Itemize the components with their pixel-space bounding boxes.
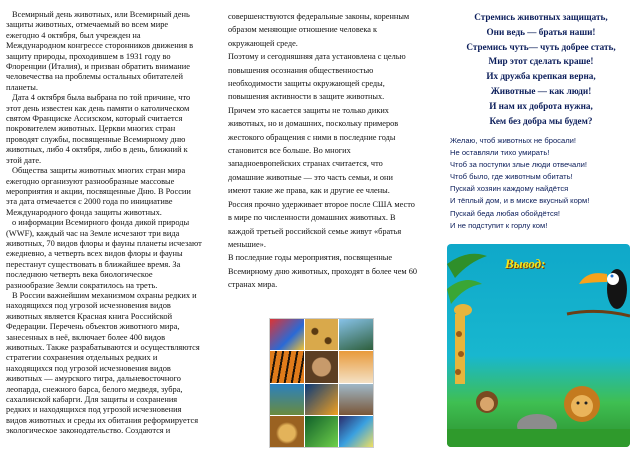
animal-photo-collage — [269, 318, 374, 448]
poem-line: Кем без добра мы будем? — [489, 115, 593, 126]
article-column-2 — [228, 10, 418, 292]
poem-line: Их дружба крепкая верна, — [486, 71, 596, 82]
conclusion-panel — [447, 244, 630, 447]
poem-line: Животные — как люди! — [490, 85, 592, 96]
poem-line: И не подступит к горлу ком! — [450, 220, 548, 230]
lion-photo — [270, 416, 304, 447]
poem — [448, 10, 634, 128]
paragraph: Всемирный день животных, или Всемирный день защиты животных, отмечаемый во всем мире ежегодно 4 октября, был учрежден на Международном конгрессе сторонников движения в защиту природы, проходившем в 1931 году во Флоренции (Италия), и призван обратить внимание человечества на проблемы остальных обитателей планеты. — [6, 10, 194, 92]
conclusion-title: Вывод: — [505, 256, 546, 271]
paragraph: совершенствуются федеральные законы, коренным образом меняющие отношение человека к окружающей среде. — [228, 12, 410, 48]
poem-line: Стремись животных защищать, — [474, 12, 608, 22]
poem-line: Чтоб за поступки злые люди отвечали! — [450, 160, 588, 170]
paragraph: Дата 4 октября была выбрана по той причине, что этот день известен как день памяти о католическом святом Франциске Ассизском, который считается покровителем животных. Церкви многих стран проводят службы, посвященные Всемирному дню животных, либо 4 октября, либо в день, ближний к этой дате. — [6, 93, 191, 165]
paragraph: Причем это касается защиты не только диких животных, но и домашних, поскольку примеров жестокого обращения с ними в последние годы становится все больше. Во многих западноевропейских странах считается, что домашние животные — это часть семьи, и они имеют такие же права, как и другие ее члены. — [228, 105, 399, 196]
poem-line: Чтоб было, где животным обитать! — [450, 172, 573, 182]
poem-line: Пускай хозяин каждому найдётся — [450, 184, 569, 194]
paragraph: В России важнейшим механизмом охраны редких и находящихся под угрозой исчезновения видов животных является Красная книга Российской Федерации. Перечень объектов животного мира, занесенных в неё, включает более 400 видов животных. Также разрабатываются и осуществляются стратегии сохранения отдельных редких и находящихся под угрозой исчезновения видов животных — амурского тигра, дальневосточного леопарда, снежного барса, белого медведя, зубра, сахалинской кабарги. Для защиты и сохранения редких и находящихся под угрозой исчезновения видов животных и среды их обитания реформируется экологическое законодательство. Создаются и — [6, 290, 200, 436]
poem-line: Желаю, чтоб животных не бросали! — [450, 136, 576, 145]
fox-photo — [339, 351, 373, 382]
poem-line: Пускай беда любая обойдётся! — [450, 208, 560, 218]
butterfly-photo — [339, 416, 373, 447]
fish-photo — [305, 384, 339, 415]
tiger-photo — [270, 351, 304, 382]
paragraph: В последние годы мероприятия, посвященные Всемирному дню животных, проходят в более чем 60 странах мира. — [228, 253, 418, 290]
jungle-animals-illustration — [447, 244, 630, 447]
frog-photo — [305, 416, 339, 447]
leopard-photo — [305, 319, 339, 350]
poem-line: Не оставляли тихо умирать! — [450, 148, 550, 158]
paragraph: Россия прочно удерживает второе после США место в мире по численности домашних животных. В каждой третьей российской семье живут «братья меньшие». — [228, 199, 415, 249]
paragraph: Общества защиты животных многих стран мира ежегодно организуют разнообразные массовые мероприятия и акции, посвященные Дню. В России эта дата отмечается с 2000 года по инициативе Международного фонда защиты животных. — [6, 166, 191, 217]
tortoise-photo — [270, 384, 304, 415]
paragraph: о информации Всемирного фонда дикой природы (WWF), каждый час на Земле исчезают три вида животных, 70 видов флоры и фауны планеты исчезают ежедневно, а четверть всех видов флоры и фауны перестанут существовать в ближайшее время. За последнюю четверть века биологическое разнообразие Земли сократилось на треть. — [6, 218, 202, 290]
wishes-poem — [450, 135, 634, 232]
paragraph: Поэтому и сегодняшняя дата установлена с целью повышения осознания общественностью необходимости защиты окружающей среды, повышения активности в защите животных. — [228, 52, 406, 102]
monkey-photo — [305, 351, 339, 382]
poem-line: Они ведь — братья наши! — [486, 26, 596, 37]
article-column-1 — [6, 10, 202, 437]
poem-line: И тёплый дом, и в миске вкусный корм! — [450, 196, 590, 206]
bird-photo — [339, 319, 373, 350]
bear-photo — [339, 384, 373, 415]
poem-line: Стремись чуть— чуть добрее стать, — [466, 41, 616, 52]
parrot-photo — [270, 319, 304, 350]
poem-line: Мир этот сделать краше! — [488, 56, 594, 67]
poem-line: И нам их доброта нужна, — [489, 100, 593, 111]
